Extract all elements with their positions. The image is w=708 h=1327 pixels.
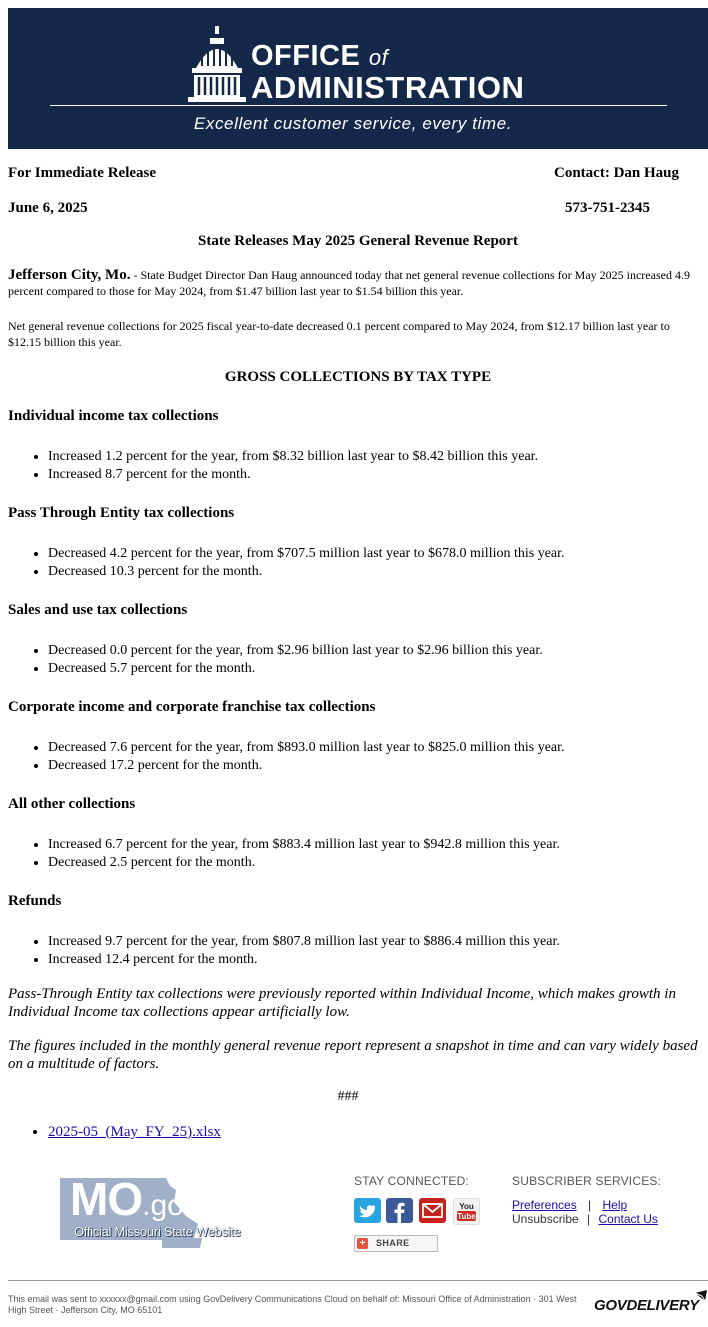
capitol-dome-icon (188, 26, 246, 104)
subscriber-links-row-1 (512, 1198, 627, 1212)
contact-us-link[interactable]: Contact Us (598, 1212, 658, 1226)
bullet-list (8, 448, 538, 484)
section-heading: Individual income tax collections (8, 408, 219, 424)
contact-phone: 573-751-2345 (565, 200, 650, 216)
list-item (48, 1123, 221, 1141)
administration-wordmark: ADMINISTRATION (251, 70, 525, 105)
email-icon[interactable] (419, 1198, 446, 1223)
bullet-list (8, 836, 560, 872)
email-legal-notice: This email was sent to xxxxxx@gmail.com using GovDelivery Communications Cloud on behalf of: Missouri Office of Administration · 301 West High Street · Jefferson City, MO 65101 (8, 1294, 577, 1315)
bullet-list (8, 545, 565, 581)
list-item: • Decreased 10.3 percent for the month. (48, 563, 565, 581)
share-plus-icon: + (357, 1238, 368, 1249)
list-item: • Increased 9.7 percent for the year, from $807.8 million last year to $886.4 million this year. (48, 933, 560, 951)
youtube-icon[interactable] (453, 1198, 480, 1225)
header-banner (8, 8, 708, 149)
ytd-paragraph: Net general revenue collections for 2025 fiscal year-to-date decreased 0.1 percent compared to May 2024, from $12.17 billion last year to $12.15 billion this year. (8, 319, 670, 349)
press-release-title: State Releases May 2025 General Revenue Report (198, 233, 518, 249)
dateline: Jefferson City, Mo. (8, 267, 131, 283)
list-item: • Decreased 5.7 percent for the month. (48, 660, 543, 678)
attachment-list (8, 1123, 221, 1141)
envelope-icon (694, 1289, 708, 1303)
section-heading: Corporate income and corporate franchise tax collections (8, 699, 376, 715)
office-wordmark: OFFICE of (251, 40, 389, 72)
list-item: • Decreased 17.2 percent for the month. (48, 757, 565, 775)
banner-divider (50, 105, 667, 106)
share-button[interactable] (354, 1235, 438, 1252)
subscriber-links-row-2 (512, 1212, 658, 1226)
list-item: • Decreased 7.6 percent for the year, from $893.0 million last year to $825.0 million this year. (48, 739, 565, 757)
facebook-icon[interactable] (386, 1198, 413, 1223)
share-label: SHARE (376, 1238, 410, 1248)
footer-divider (8, 1280, 708, 1281)
mo-logo-text: MO.gov (70, 1173, 199, 1225)
note-paragraph: The figures included in the monthly general revenue report represent a snapshot in time and can vary widely based on a multitude of factors. (8, 1038, 698, 1072)
govdelivery-wordmark: GOVDELIVERY (594, 1297, 699, 1314)
list-item: • Increased 12.4 percent for the month. (48, 951, 560, 969)
bullet-list (8, 642, 543, 678)
govdelivery-logo[interactable] (594, 1297, 699, 1314)
bullet-list (8, 933, 560, 969)
section-title: GROSS COLLECTIONS BY TAX TYPE (224, 369, 492, 385)
stay-connected-label: STAY CONNECTED: (354, 1174, 470, 1188)
help-link[interactable]: Help (602, 1198, 628, 1212)
contact-label: Contact: Dan Haug (554, 165, 680, 181)
twitter-icon[interactable] (354, 1198, 381, 1223)
unsubscribe-link[interactable]: Unsubscribe (512, 1212, 579, 1226)
note-paragraph: Pass-Through Entity tax collections were previously reported within Individual Income, which makes growth in Individual Income tax collections appear artificially low. (8, 986, 676, 1020)
section-heading: Sales and use tax collections (8, 602, 188, 618)
svg-text:Tube: Tube (457, 1212, 476, 1221)
release-date: June 6, 2025 (8, 200, 88, 216)
list-item: • Increased 6.7 percent for the year, from $883.4 million last year to $942.8 million this year. (48, 836, 560, 854)
mo-gov-logo[interactable] (58, 1172, 268, 1250)
list-item: • Decreased 0.0 percent for the year, from $2.96 billion last year to $2.96 billion this year. (48, 642, 543, 660)
svg-text:You: You (459, 1202, 474, 1211)
bullet-list (8, 739, 565, 775)
mo-logo-subtitle: Official Missouri State Website (74, 1224, 241, 1239)
subscriber-services-label: SUBSCRIBER SERVICES: (512, 1174, 662, 1188)
list-item: • Decreased 2.5 percent for the month. (48, 854, 560, 872)
section-heading: All other collections (8, 796, 136, 812)
end-mark: ### (337, 1089, 359, 1104)
section-heading: Pass Through Entity tax collections (8, 505, 235, 521)
dateline-dash: - (130, 268, 141, 282)
attachment-link[interactable]: 2025-05_(May_FY_25).xlsx (48, 1124, 221, 1140)
intro-text: State Budget Director Dan Haug announced today that net general revenue collections for May 2025 increased 4.9 percent compared to those for May 2024, from $1.47 billion last year to $1.54 billion this year. (8, 268, 690, 298)
intro-paragraph (8, 267, 704, 299)
release-label: For Immediate Release (8, 165, 157, 181)
link-separator: | (587, 1212, 591, 1226)
list-item: • Increased 8.7 percent for the month. (48, 466, 538, 484)
link-separator: | (588, 1198, 592, 1212)
section-heading: Refunds (8, 893, 62, 909)
list-item: • Decreased 4.2 percent for the year, from $707.5 million last year to $678.0 million this year. (48, 545, 565, 563)
banner-tagline: Excellent customer service, every time. (193, 114, 513, 133)
preferences-link[interactable]: Preferences (512, 1198, 577, 1212)
list-item: • Increased 1.2 percent for the year, from $8.32 billion last year to $8.42 billion this year. (48, 448, 538, 466)
